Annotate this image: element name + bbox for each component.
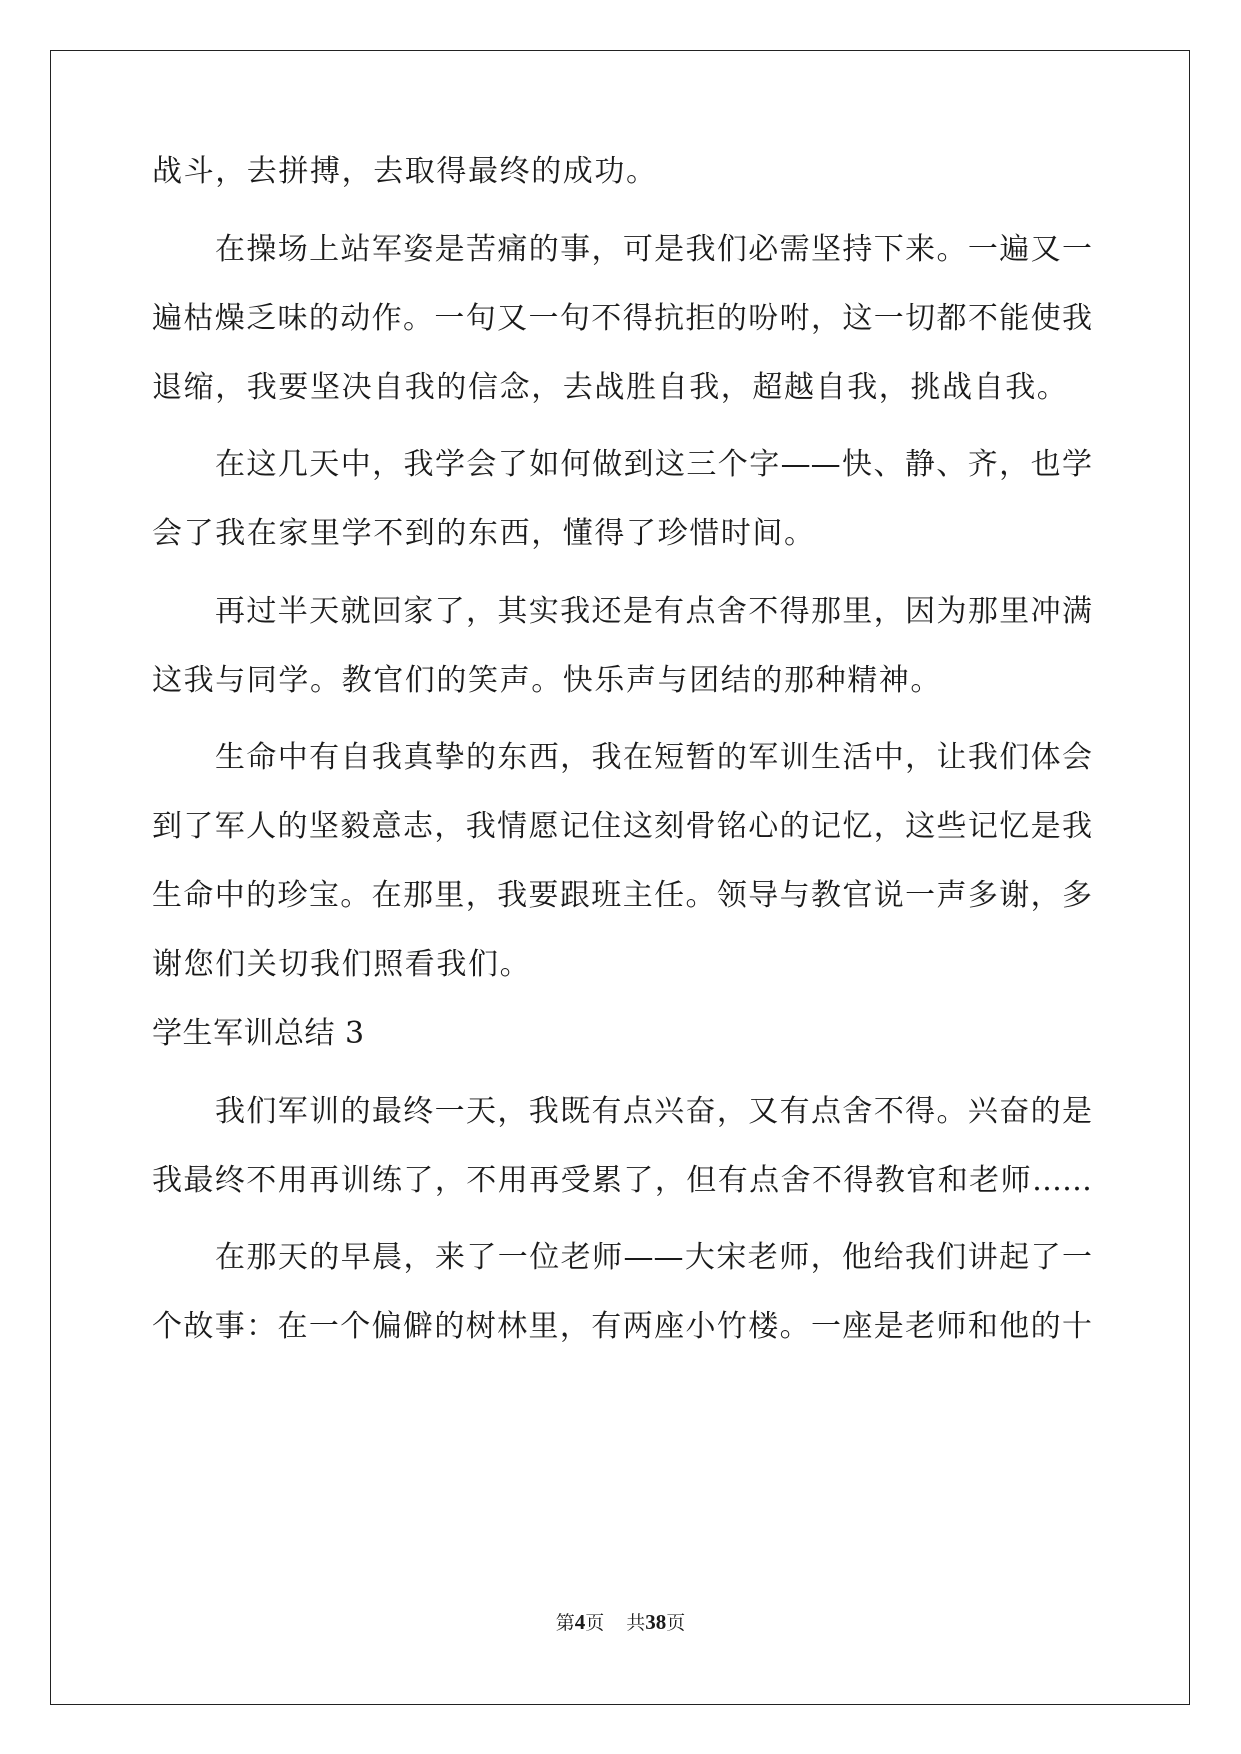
text-line: 在操场上站军姿是苦痛的事，可是我们必需坚持下来。一遍又一 [215, 232, 1092, 267]
text-line: 到了军人的坚毅意志，我情愿记住这刻骨铭心的记忆，这些记忆是我 [152, 809, 1092, 844]
text-line: 在那天的早晨，来了一位老师——大宋老师，他给我们讲起了一 [215, 1240, 1092, 1275]
footer-page-suffix: 页 [585, 1612, 605, 1634]
text-line: 遍枯燥乏味的动作。一句又一句不得抗拒的吩咐，这一切都不能使我 [152, 301, 1092, 336]
text-line: 这我与同学。教官们的笑声。快乐声与团结的那种精神。 [152, 663, 942, 698]
text-line: 战斗，去拼搏，去取得最终的成功。 [152, 154, 658, 189]
page-footer [0, 1608, 1241, 1635]
footer-total-prefix: 共 [626, 1612, 646, 1634]
total-pages: 38 [645, 1610, 667, 1634]
text-line: 个故事：在一个偏僻的树林里，有两座小竹楼。一座是老师和他的十 [152, 1309, 1092, 1344]
text-line: 退缩，我要坚决自我的信念，去战胜自我，超越自我，挑战自我。 [152, 370, 1069, 405]
text-line: 我们军训的最终一天，我既有点兴奋，又有点舍不得。兴奋的是 [215, 1094, 1092, 1129]
text-line: 生命中的珍宝。在那里，我要跟班主任。领导与教官说一声多谢，多 [152, 878, 1092, 913]
section-heading: 学生军训总结 3 [152, 1016, 365, 1051]
text-line: 我最终不用再训练了，不用再受累了，但有点舍不得教官和老师…… [152, 1163, 1092, 1198]
text-line: 生命中有自我真挚的东西，我在短暂的军训生活中，让我们体会 [215, 740, 1092, 775]
text-line: 在这几天中，我学会了如何做到这三个字——快、静、齐，也学 [215, 447, 1092, 482]
footer-prefix: 第 [555, 1612, 575, 1634]
text-line: 再过半天就回家了，其实我还是有点舍不得那里，因为那里冲满 [215, 594, 1092, 629]
page-number: 4 [574, 1610, 586, 1634]
text-line: 会了我在家里学不到的东西，懂得了珍惜时间。 [152, 516, 816, 551]
text-line: 谢您们关切我们照看我们。 [152, 947, 532, 982]
footer-total-suffix: 页 [666, 1612, 686, 1634]
